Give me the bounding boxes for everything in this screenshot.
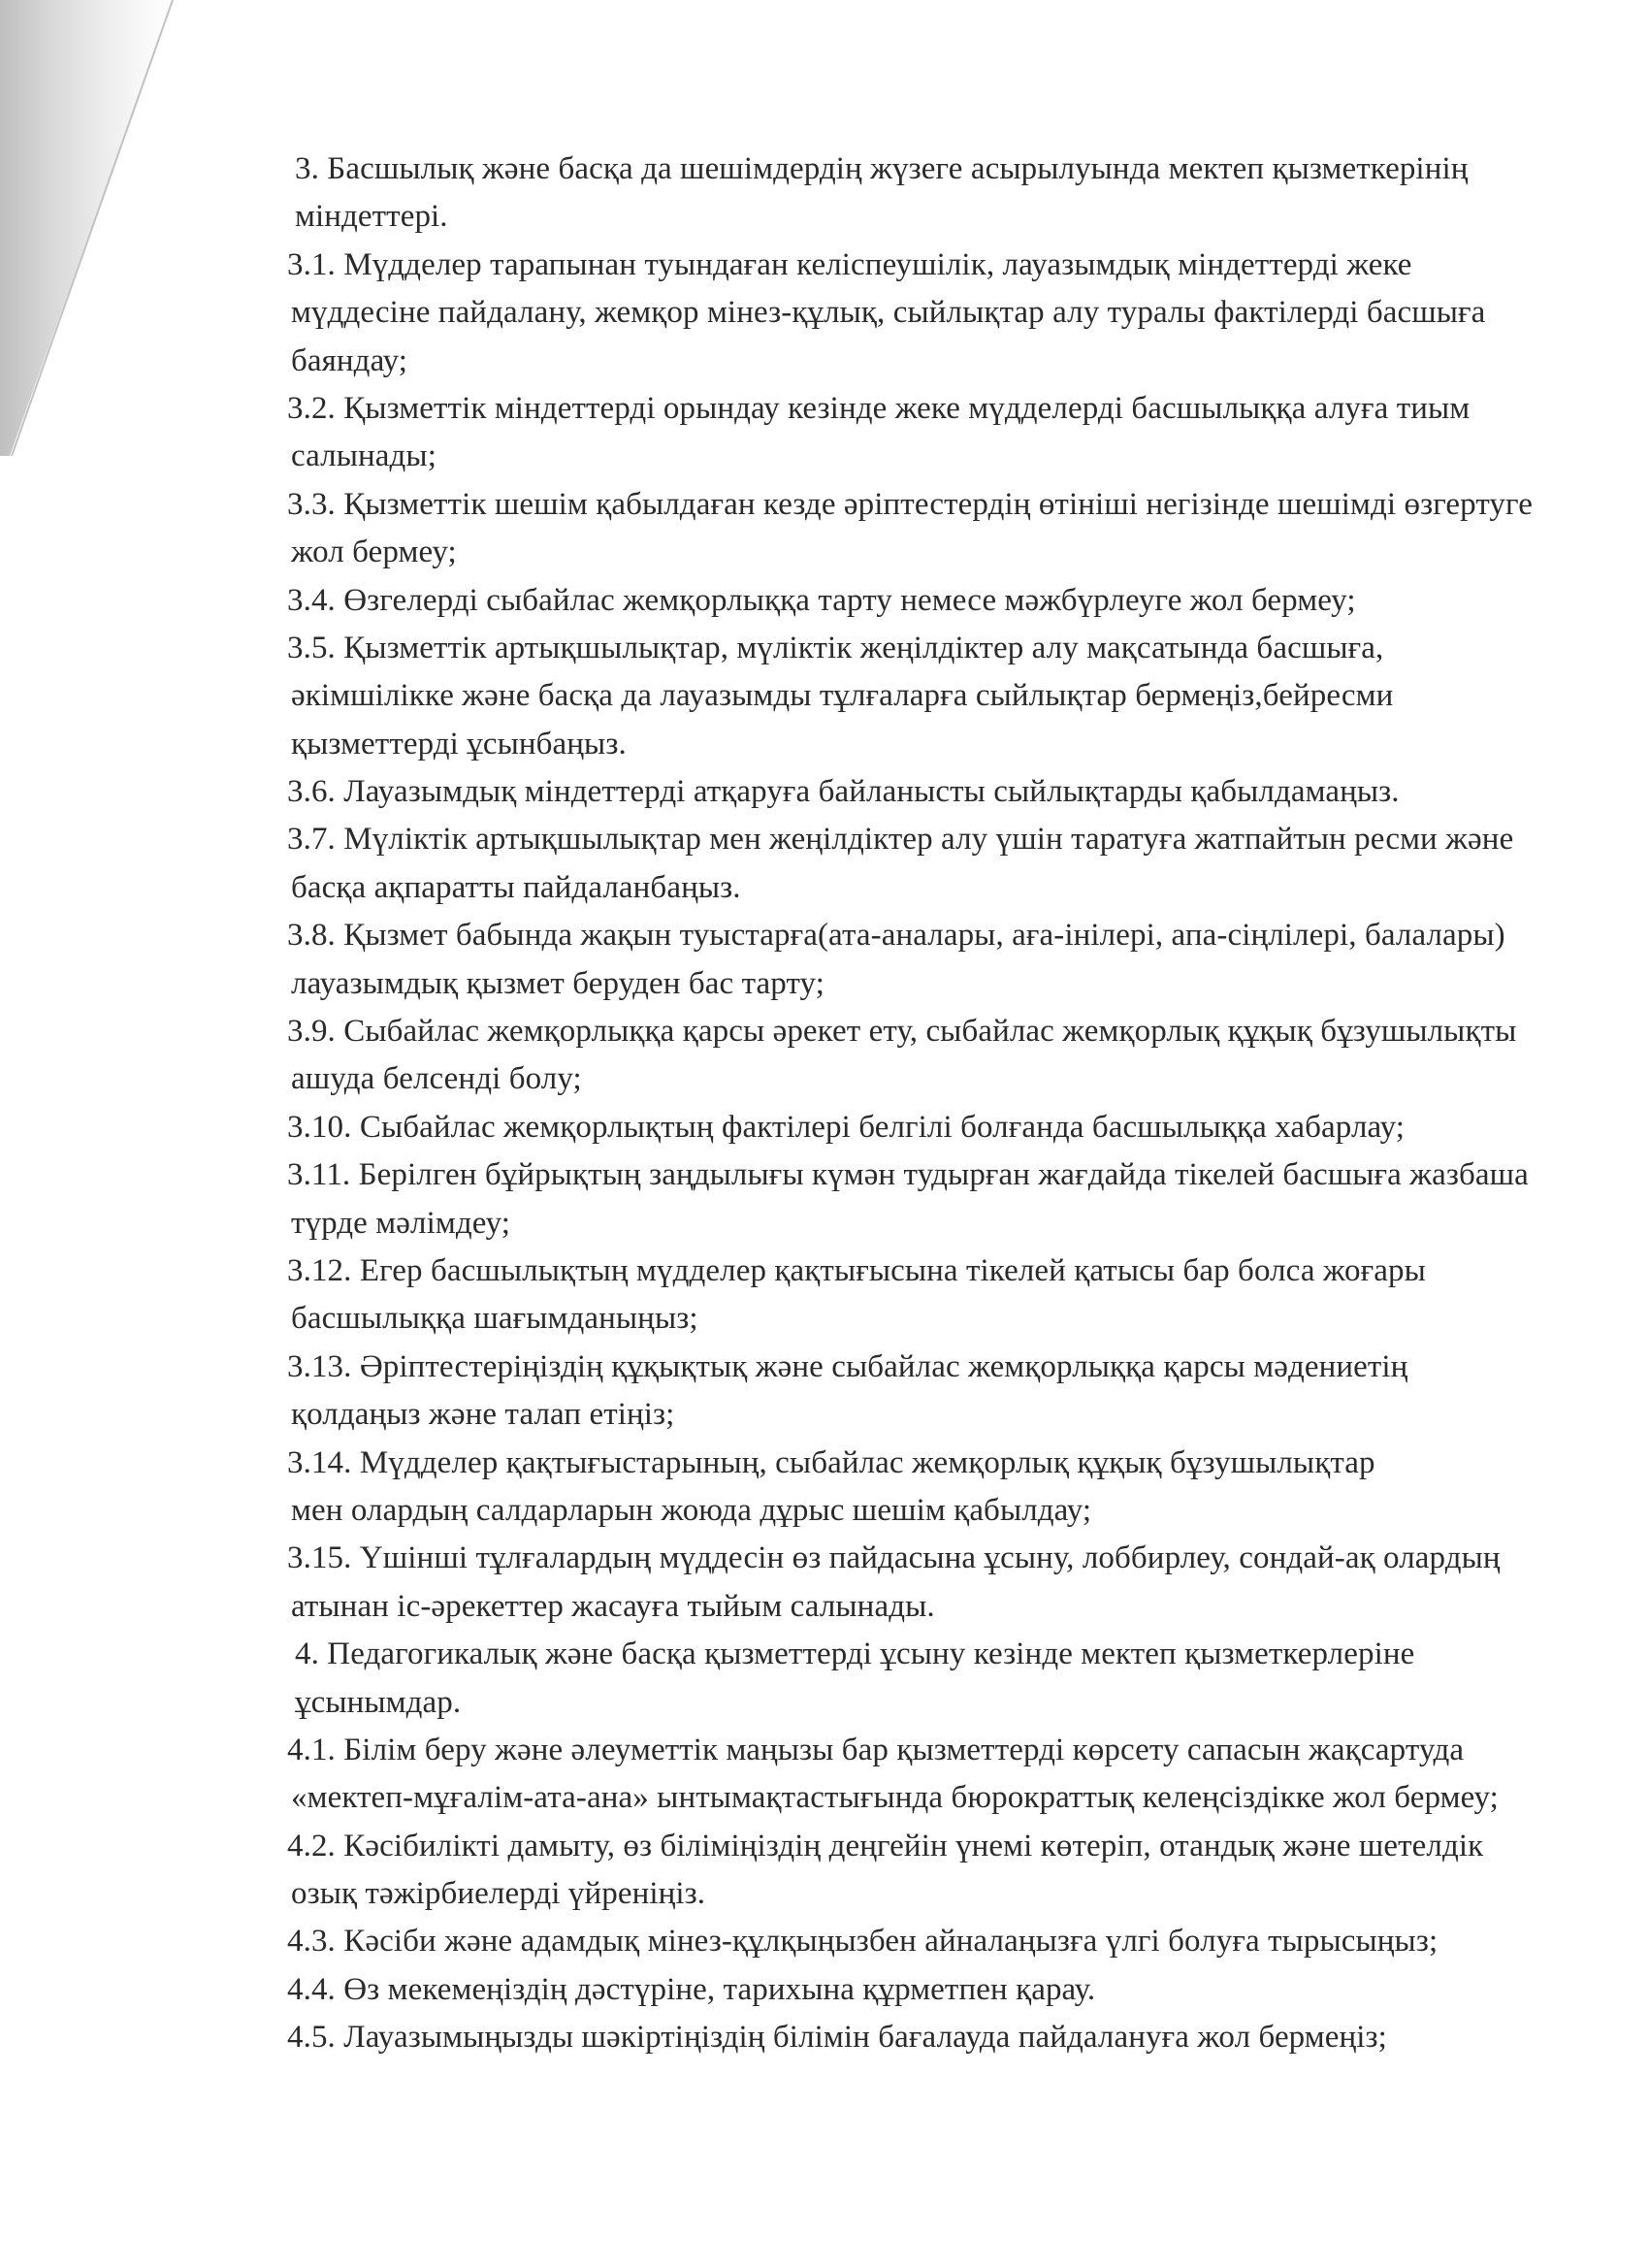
document-line: 4.3. Кәсіби және адамдық мінез-құлқыңызбен айналаңызға үлгі болуға тырысыңыз; [287,1924,1439,1960]
document-line: озық тәжірбиелерді үйреніңіз. [291,1876,706,1912]
document-line: 3.14. Мүдделер қақтығыстарының, сыбайлас жемқорлық құқық бұзушылықтар [287,1444,1375,1480]
document-line: 3.2. Қызметтік міндеттерді орындау кезінде жеке мүдделерді басшылыққа алуға тиым [287,390,1471,426]
document-line: 3.11. Берілген бұйрықтың заңдылығы күмән тудырған жағдайда тікелей басшыға жазбаша [287,1157,1529,1193]
document-line: 3.12. Егер басшылықтың мүдделер қақтығысына тікелей қатысы бар болса жоғары [287,1252,1426,1288]
document-line: 3.1. Мүдделер тарапынан туындаған келіспеушілік, лауазымдық міндеттерді жеке [287,246,1412,282]
document-line: басшылыққа шағымданыңыз; [291,1301,698,1337]
document-line: мүддесіне пайдалану, жемқор мінез-құлық, сыйлықтар алу туралы фактілерді басшыға [291,295,1486,331]
document-line: 3.7. Мүліктік артықшылықтар мен жеңілдіктер алу үшін таратуға жатпайтын ресми және [287,822,1514,858]
document-line: атынан іс-әрекеттер жасауға тыйым салынады. [291,1588,935,1624]
document-line: қызметтерді ұсынбаңыз. [291,726,627,761]
document-line: 3.10. Сыбайлас жемқорлықтың фактілері белгілі болғанда басшылыққа хабарлау; [287,1109,1406,1145]
document-line: ашуда белсенді болу; [291,1061,582,1097]
document-line: жол бермеу; [291,535,457,570]
document-line: ұсынымдар. [295,1684,462,1720]
document-line: мен олардың салдарларын жоюда дұрыс шешім қабылдау; [291,1492,1092,1528]
document-line: міндеттері. [295,199,448,235]
document-line: 3. Басшылық және басқа да шешімдердің жүзеге асырылуында мектеп қызметкерінің [295,151,1469,186]
document-line: 3.6. Лауазымдық міндеттерді атқаруға байланысты сыйлықтарды қабылдамаңыз. [287,774,1400,810]
document-line: 4. Педагогикалық және басқа қызметтерді ұсыну кезінде мектеп қызметкерлеріне [295,1636,1415,1672]
document-line: түрде мәлімдеу; [291,1205,511,1241]
document-line: «мектеп-мұғалім-ата-ана» ынтымақтастығында бюрократтық келеңсіздікке жол бермеу; [291,1780,1499,1816]
document-line: 3.3. Қызметтік шешім қабылдаған кезде әріптестердің өтініші негізінде шешімді өзгертуге [287,486,1533,522]
document-line: 4.5. Лауазымыңызды шәкіртіңіздің білімін бағалауда пайдалануға жол бермеңіз; [287,2020,1387,2056]
document-line: 4.1. Білім беру және әлеуметтік маңызы бар қызметтерді көрсету сапасын жақсартуда [287,1732,1465,1767]
document-line: баяндау; [291,342,408,378]
document-line: лауазымдық қызмет беруден бас тарту; [291,965,824,1001]
document-line: 3.4. Өзгелерді сыбайлас жемқорлыққа тарту немесе мәжбүрлеуге жол бермеу; [287,582,1356,618]
document-line: басқа ақпаратты пайдаланбаңыз. [291,869,741,905]
document-line: салынады; [291,438,436,474]
document-line: 3.5. Қызметтік артықшылықтар, мүліктік жеңілдіктер алу мақсатында басшыға, [287,630,1384,665]
document-line: 4.2. Кәсібилікті дамыту, өз біліміңіздің деңгейін үнемі көтеріп, отандық және шетелдік [287,1828,1484,1863]
document-line: қолдаңыз және талап етіңіз; [291,1397,675,1433]
document-line: әкімшілікке және басқа да лауазымды тұлғаларға сыйлықтар бермеңіз,бейресми [291,678,1394,714]
document-line: 3.9. Сыбайлас жемқорлыққа қарсы әрекет ету, сыбайлас жемқорлық құқық бұзушылықты [287,1014,1517,1050]
document-line: 3.13. Әріптестеріңіздің құқықтық және сыбайлас жемқорлыққа қарсы мәдениетің [287,1348,1408,1384]
document-line: 4.4. Өз мекемеңіздің дәстүріне, тарихына құрметпен қарау. [287,1971,1096,2007]
document-line: 3.8. Қызмет бабында жақын туыстарға(ата-аналары, аға-інілері, апа-сіңлілері, балалары) [287,918,1505,954]
document-body [287,146,1548,2062]
document-line: 3.15. Үшінші тұлғалардың мүддесін өз пайдасына ұсыну, лоббирлеу, сондай-ақ олардың [287,1540,1501,1576]
